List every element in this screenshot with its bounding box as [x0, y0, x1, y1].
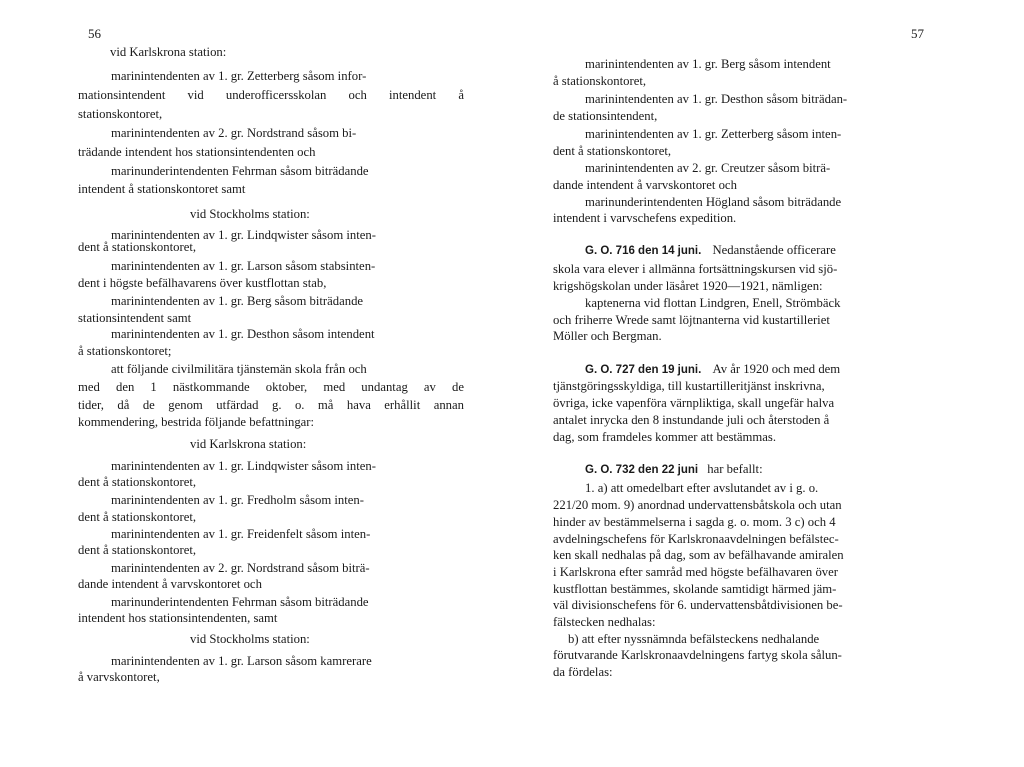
word: g.: [271, 398, 282, 412]
text-line: dent å stationskontoret,: [78, 240, 197, 254]
text-line: ken skall nedhalas på dag, som av befälhavande amiralen: [553, 548, 844, 562]
word: de: [452, 380, 464, 394]
text-line: marinintendenten av 1. gr. Larson såsom stabsinten-: [111, 259, 376, 273]
text-line: och friherre Wrede samt löjtnanterna vid kustartilleriet: [553, 313, 830, 327]
text-line: dent å stationskontoret,: [78, 543, 197, 557]
text-line: å stationskontoret;: [78, 344, 172, 358]
text-line: marinintendenten av 2. gr. Nordstrand såsom biträ-: [111, 561, 370, 575]
text-line: kustflottan bestämmes, skolande samtidigt härmed jäm-: [553, 582, 837, 596]
text-line: övriga, icke vapenföra värnpliktiga, skall ungefär halva: [553, 396, 835, 410]
text-line: kaptenerna vid flottan Lindgren, Enell, Strömbäck: [585, 296, 841, 310]
word: utfärdad: [216, 398, 259, 412]
word: av: [423, 380, 436, 394]
text-line: Möller och Bergman.: [553, 329, 662, 343]
text-line: marinunderintendenten Fehrman såsom biträdande: [111, 164, 369, 178]
text-line: dent å stationskontoret,: [78, 475, 197, 489]
section-heading: vid Stockholms station:: [190, 207, 310, 221]
word: oktober,: [265, 380, 308, 394]
text-line: Av år 1920 och med dem: [712, 362, 841, 376]
text-line: antalet inrycka den 8 instundande juli och återstoden å: [553, 413, 830, 427]
text-line: marinintendenten av 1. gr. Desthon såsom biträdan-: [585, 92, 848, 106]
text-line: marinintendenten av 1. gr. Lindqwister såsom inten-: [111, 228, 376, 242]
text-line: marinintendenten av 1. gr. Desthon såsom intendent: [111, 327, 375, 341]
text-line: krigshögskolan under läsåret 1920—1921, nämligen:: [553, 279, 823, 293]
word: och: [348, 88, 367, 102]
word: hava: [346, 398, 371, 412]
text-line: i Karlskrona efter samråd med högste befälhavaren över: [553, 565, 838, 579]
word: med: [78, 380, 100, 394]
text-line: fälstecken nedhalas:: [553, 615, 656, 629]
word: då: [117, 398, 130, 412]
text-line: förutvarande Karlskronaavdelningens fartyg skola sålun-: [553, 648, 842, 662]
go-732-title: G. O. 732 den 22 juni: [585, 464, 699, 476]
text-line: dent å stationskontoret,: [553, 144, 672, 158]
word: den: [115, 380, 135, 394]
go-716-title: G. O. 716 den 14 juni.: [585, 245, 702, 257]
text-line: dag, som framdeles kommer att bestämmas.: [553, 430, 777, 444]
text-line: kommendering, bestrida följande befattningar:: [78, 415, 315, 429]
word: 1: [150, 380, 157, 394]
text-line: marinintendenten av 1. gr. Larson såsom kamrerare: [111, 654, 372, 668]
word: må: [317, 398, 334, 412]
section-heading: vid Karlskrona station:: [110, 45, 227, 59]
text-line: stationskontoret,: [78, 107, 163, 121]
text-line: att följande civilmilitära tjänstemän skola från och: [111, 362, 367, 376]
text-line: marinunderintendenten Fehrman såsom biträdande: [111, 595, 369, 609]
word: mationsintendent: [78, 88, 166, 102]
word: underofficersskolan: [225, 88, 327, 102]
text-line: har befallt:: [707, 462, 763, 476]
text-line: marinunderintendenten Högland såsom biträdande: [585, 195, 842, 209]
text-line: marinintendenten av 2. gr. Nordstrand såsom bi-: [111, 126, 357, 140]
word: erhållit: [384, 398, 421, 412]
text-line: Nedanstående officerare: [712, 243, 836, 257]
word: de: [142, 398, 155, 412]
text-line: da fördelas:: [553, 665, 613, 679]
text-line: å stationskontoret,: [553, 74, 647, 88]
text-line: 1. a) att omedelbart efter avslutandet av i g. o.: [585, 481, 819, 495]
section-heading: vid Karlskrona station:: [190, 437, 307, 451]
word: med: [323, 380, 346, 394]
word: tider,: [78, 398, 104, 412]
text-line: intendent å stationskontoret samt: [78, 182, 246, 196]
text-line: tjänstgöringsskyldiga, till kustartilleritjänst inskrivna,: [553, 379, 825, 393]
text-line: marinintendenten av 1. gr. Zetterberg såsom inten-: [585, 127, 842, 141]
text-line: marinintendenten av 2. gr. Creutzer såsom biträ-: [585, 161, 831, 175]
text-line: skola vara elever i allmänna fortsättningskursen vid sjö-: [553, 262, 838, 276]
go-716-heading: [585, 243, 836, 259]
text-line: marinintendenten av 1. gr. Zetterberg såsom infor-: [111, 69, 367, 83]
text-line: dande intendent å varvskontoret och: [553, 178, 737, 192]
text-line: intendent hos stationsintendenten, samt: [78, 611, 278, 625]
word: genom: [168, 398, 203, 412]
word: å: [458, 88, 464, 102]
text-line: å varvskontoret,: [78, 670, 160, 684]
word: o.: [294, 398, 305, 412]
text-line: dent i högste befälhavarens över kustflottan stab,: [78, 276, 327, 290]
word: annan: [433, 398, 464, 412]
text-line: de stationsintendent,: [553, 109, 658, 123]
text-line: stationsintendent samt: [78, 311, 192, 325]
page-number-right: 57: [911, 26, 924, 41]
text-line: b) att efter nyssnämnda befälsteckens nedhalande: [568, 632, 820, 646]
go-727-heading: [585, 362, 840, 378]
text-line: 221/20 mom. 9) anordnad undervattensbåtskola och utan: [553, 498, 842, 512]
text-line: marinintendenten av 1. gr. Lindqwister såsom inten-: [111, 459, 376, 473]
go-727-title: G. O. 727 den 19 juni.: [585, 364, 702, 376]
text-line: dande intendent å varvskontoret och: [78, 577, 262, 591]
word: undantag: [361, 380, 408, 394]
word: intendent: [388, 88, 437, 102]
page-number-left: 56: [88, 26, 101, 41]
word: vid: [187, 88, 204, 102]
text-line: avdelningschefens för Karlskronaavdelningen befälstec-: [553, 532, 839, 546]
text-line: marinintendenten av 1. gr. Berg såsom biträdande: [111, 294, 364, 308]
text-line: trädande intendent hos stationsintendenten och: [78, 145, 316, 159]
text-line: marinintendenten av 1. gr. Fredholm såsom inten-: [111, 493, 364, 507]
text-line: marinintendenten av 1. gr. Berg såsom intendent: [585, 57, 831, 71]
section-heading: vid Stockholms station:: [190, 632, 310, 646]
text-line: intendent i varvschefens expedition.: [553, 211, 737, 225]
word: nästkommande: [172, 380, 250, 394]
text-line: hinder av bestämmelserna i sagda g. o. mom. 3 c) och 4: [553, 515, 836, 529]
go-732-heading: [585, 462, 763, 478]
text-line: väl divisionschefens för 6. undervattensbåtdivisionen be-: [553, 598, 843, 612]
text-line: dent å stationskontoret,: [78, 510, 197, 524]
text-line: marinintendenten av 1. gr. Freidenfelt såsom inten-: [111, 527, 371, 541]
